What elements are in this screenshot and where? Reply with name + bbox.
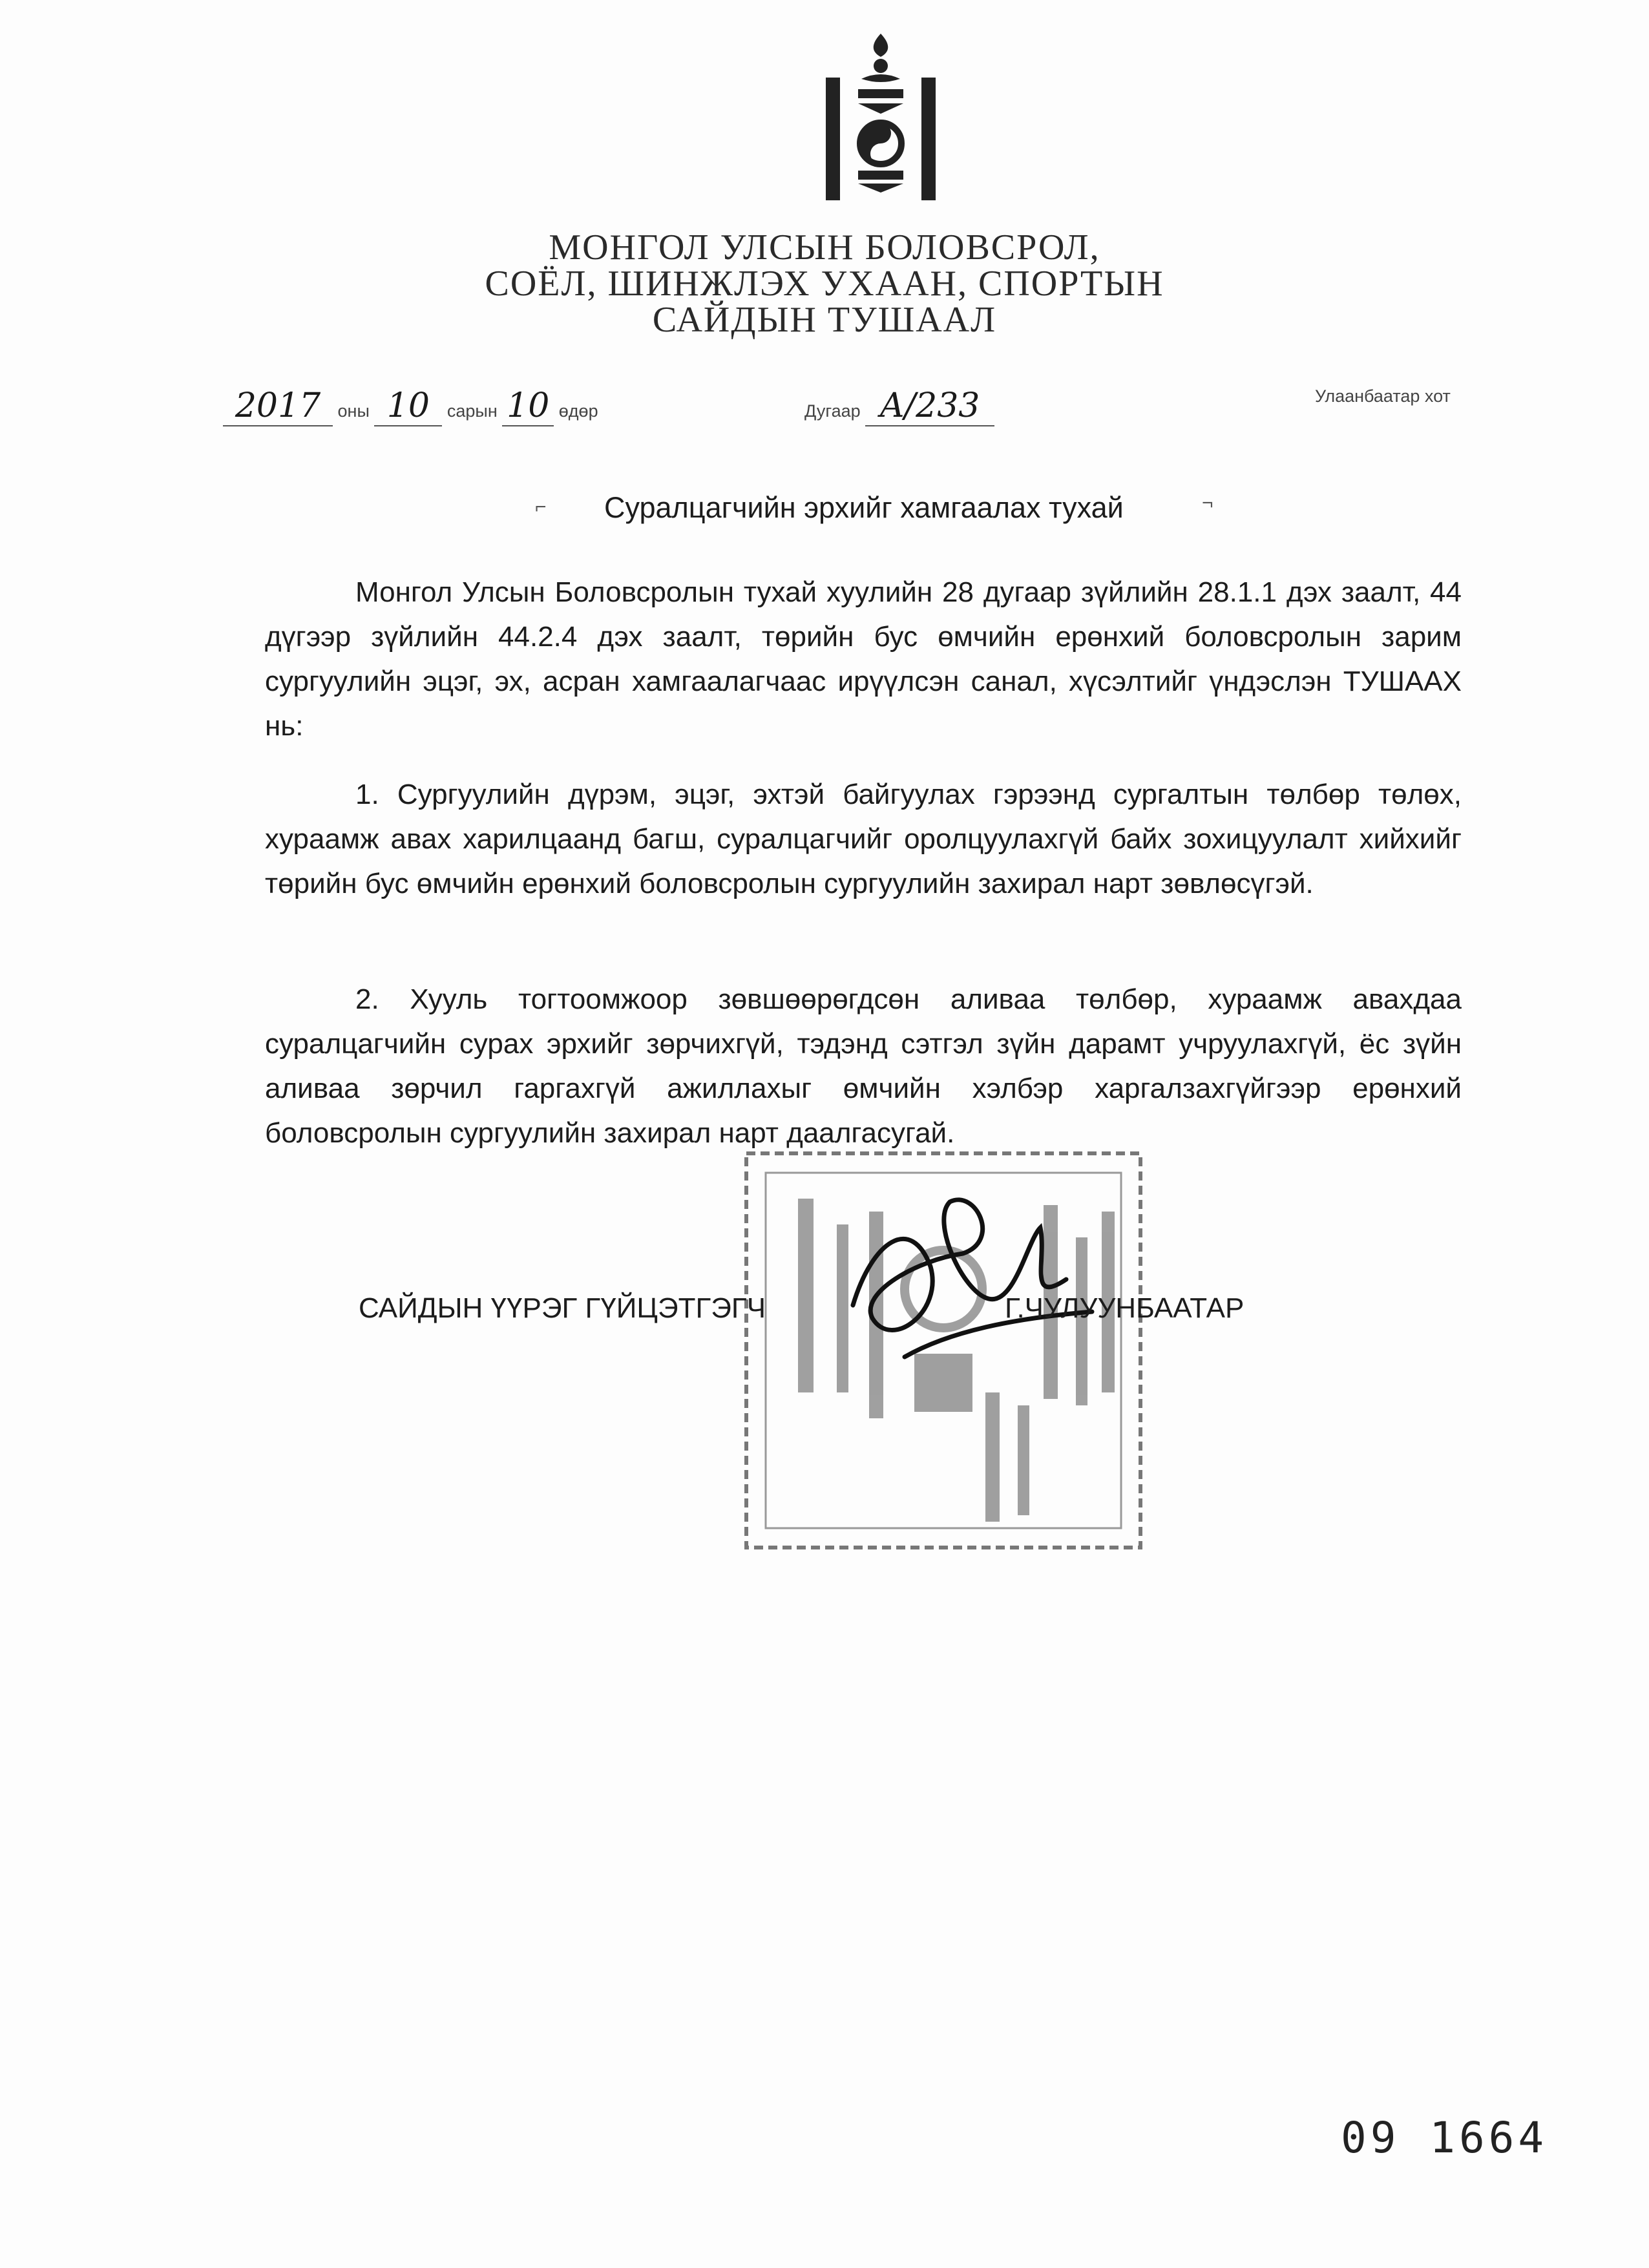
title-corner-left: ⌐	[535, 496, 547, 518]
order-number-label: Дугаар	[804, 401, 861, 421]
order-title: Суралцагчийн эрхийг хамгаалах тухай	[604, 491, 1124, 524]
order-date	[223, 386, 598, 426]
ministry-heading	[0, 229, 1649, 338]
date-year: 2017	[223, 386, 333, 426]
ministry-line-3: САЙДЫН ТУШААЛ	[652, 300, 997, 340]
ministry-line-1: МОНГОЛ УЛСЫН БОЛОВСРОЛ,	[549, 227, 1100, 268]
signatory-name: Г.ЧУЛУУНБААТАР	[1005, 1292, 1245, 1324]
soyombo-emblem-icon	[826, 32, 936, 204]
date-day-suffix: өдөр	[558, 401, 598, 421]
signatory-position: САЙДЫН ҮҮРЭГ ГҮЙЦЭТГЭГЧ	[359, 1292, 766, 1324]
clause-2-paragraph: 2. Хууль тогтоомжоор зөвшөөрөгдсөн аливаа төлбөр, хураамж авахдаа суралцагчийн сурах эрхийг зөрчихгүй, тэдэнд сэтгэл зүйн дарамт учруулахгүй, ёс зүйн аливаа зөрчил гаргахгүй ажиллахыг өмчийн хэлбэр харгалзахгүйгээр ерөнхий боловсролын сургуулийн захирал нарт даалгасугай.	[265, 983, 1462, 1149]
date-month: 10	[374, 386, 442, 426]
date-year-suffix: оны	[337, 401, 370, 421]
document-serial-number: 09 1664	[1341, 2113, 1548, 2163]
signature-icon	[834, 1163, 1105, 1396]
title-corner-right: ¬	[1202, 492, 1213, 514]
ministry-line-2: СОЁЛ, ШИНЖЛЭХ УХААН, СПОРТЫН	[485, 264, 1164, 304]
intro-paragraph: Монгол Улсын Боловсролын тухай хуулийн 28 дугаар зүйлийн 28.1.1 дэх заалт, 44 дүгээр зүйлийн 44.2.4 дэх заалт, төрийн бус өмчийн ерөнхий боловсролын зарим сургуулийн эцэг, эх, асран хамгаалагчаас ирүүлсэн санал, хүсэлтийг үндэслэн ТУШААХ нь:	[265, 576, 1462, 742]
date-day: 10	[502, 386, 554, 426]
order-number-value: A/233	[865, 386, 994, 426]
order-city: Улаанбаатар хот	[1315, 386, 1451, 406]
order-number	[804, 386, 994, 426]
date-month-suffix: сарын	[446, 401, 498, 421]
clause-1-paragraph: 1. Сургуулийн дүрэм, эцэг, эхтэй байгуулах гэрээнд сургалтын төлбөр төлөх, хураамж авах харилцаанд багш, суралцагчийг оролцуулахгүй байх зохицуулалт хийхийг төрийн бус өмчийн ерөнхий боловсролын сургуулийн захирал нарт зөвлөсүгэй.	[265, 779, 1462, 899]
